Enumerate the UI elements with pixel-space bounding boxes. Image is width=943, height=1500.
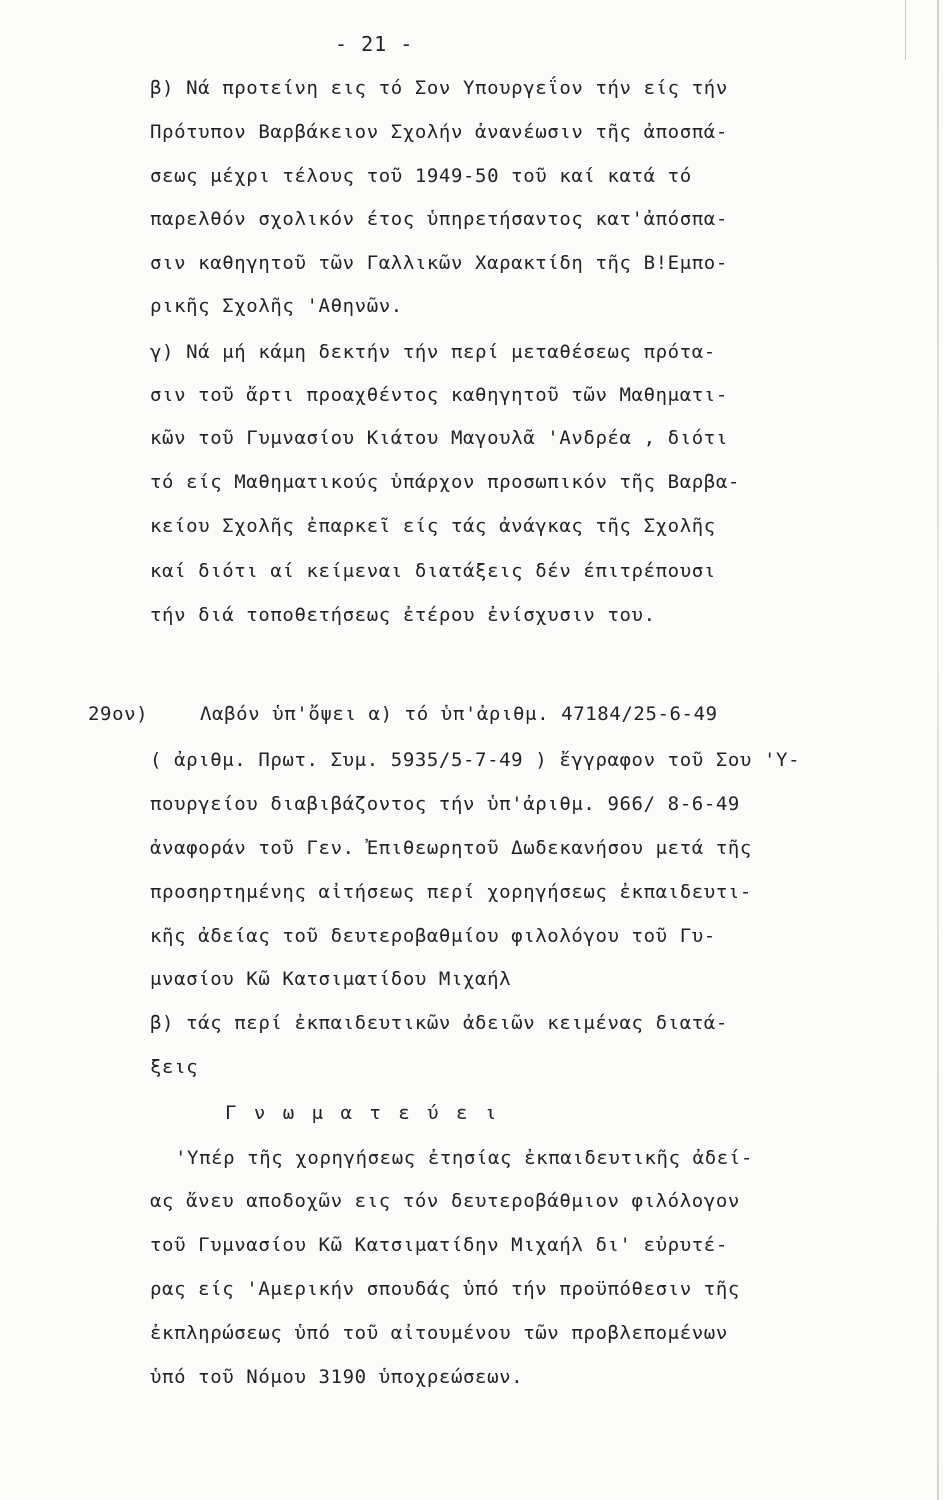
text-line: κῶν τοῦ Γυμνασίου Κιάτου Μαγουλᾶ 'Ανδρέα , διότι bbox=[150, 427, 728, 449]
text-line: β) Νά προτείνη εις τό Σον Υπουργεΐον τήν είς τήν bbox=[150, 77, 728, 99]
text-line: γ) Νά μή κάμη δεκτήν τήν περί μεταθέσεως πρότα- bbox=[150, 341, 716, 363]
text-line: σιν καθηγητοῦ τῶν Γαλλικῶν Χαρακτίδη τῆς Β!Εμπο- bbox=[150, 252, 728, 274]
text-line: Πρότυπον Βαρβάκειον Σχολήν ἀνανέωσιν τῆς ἀποσπά- bbox=[150, 121, 728, 143]
text-line: ρικῆς Σχολῆς 'Αθηνῶν. bbox=[150, 295, 403, 317]
section-number: 29ον) bbox=[88, 703, 149, 725]
text-line: πουργείου διαβιβάζοντος τήν ὑπ'ἀριθμ. 966/ 8-6-49 bbox=[150, 793, 740, 815]
text-line: σεως μέχρι τέλους τοῦ 1949-50 τοῦ καί κατά τό bbox=[150, 165, 692, 187]
text-line: 'Υπέρ τῆς χορηγήσεως ἐτησίας ἐκπαιδευτικῆς ἀδεί- bbox=[175, 1147, 753, 1169]
text-line: Λαβόν ὑπ'ὄψει α) τό ὑπ'ἀριθμ. 47184/25-6-49 bbox=[200, 703, 718, 725]
text-line: τό είς Μαθηματικούς ὑπάρχον προσωπικόν τῆς Βαρβα- bbox=[150, 471, 740, 493]
text-line: παρελθόν σχολικόν έτος ὑπηρετήσαντος κατ'ἀπόσπα- bbox=[150, 208, 728, 230]
text-line: καί διότι αί κείμεναι διατάξεις δέν έπιτρέπουσι bbox=[150, 560, 716, 582]
text-line: προσηρτημένης αἰτήσεως περί χορηγήσεως ἐκπαιδευτι- bbox=[150, 881, 752, 903]
text-line: σιν τοῦ ἄρτι προαχθέντος καθηγητοῦ τῶν Μαθηματι- bbox=[150, 384, 728, 406]
text-line: μνασίου Κῶ Κατσιματίδου Μιχαήλ bbox=[150, 968, 512, 990]
text-line: κῆς ἀδείας τοῦ δευτεροβαθμίου φιλολόγου τοῦ Γυ- bbox=[150, 925, 716, 947]
paper-edge bbox=[937, 0, 939, 1500]
text-line: τήν διά τοποθετήσεως ἐτέρου ἐνίσχυσιν του. bbox=[150, 604, 656, 626]
text-line: ἐκπληρώσεως ὑπό τοῦ αἰτουμένου τῶν προβλεπομένων bbox=[150, 1322, 728, 1344]
text-line: τοῦ Γυμνασίου Κῶ Κατσιματίδην Μιχαήλ δι' εὐρυτέ- bbox=[150, 1234, 728, 1256]
text-line: κείου Σχολῆς ἐπαρκεῖ είς τάς ἀνάγκας τῆς Σχολῆς bbox=[150, 515, 716, 537]
page-number: - 21 - bbox=[335, 32, 414, 56]
text-line: β) τάς περί ἐκπαιδευτικῶν ἀδειῶν κειμένας διατά- bbox=[150, 1012, 728, 1034]
text-line: ας ἄνευ αποδοχῶν εις τόν δευτεροβάθμιον φιλόλογον bbox=[150, 1190, 740, 1212]
text-line: ξεις bbox=[150, 1056, 199, 1078]
text-line: ἀναφοράν τοῦ Γεν. Ἐπιθεωρητοῦ Δωδεκανήσου μετά τῆς bbox=[150, 837, 752, 859]
text-line: ὑπό τοῦ Νόμου 3190 ὑποχρεώσεων. bbox=[150, 1366, 524, 1388]
text-line: ρας είς 'Αμερικήν σπουδάς ὑπό τήν προϋπόθεσιν τῆς bbox=[150, 1278, 740, 1300]
paper-fold-mark bbox=[905, 0, 906, 60]
text-line: ( ἀριθμ. Πρωτ. Συμ. 5935/5-7-49 ) ἔγγραφον τοῦ Σου 'Υ- bbox=[150, 749, 801, 771]
heading-gnomateuei: Γ ν ω μ α τ ε ύ ε ι bbox=[225, 1102, 500, 1124]
